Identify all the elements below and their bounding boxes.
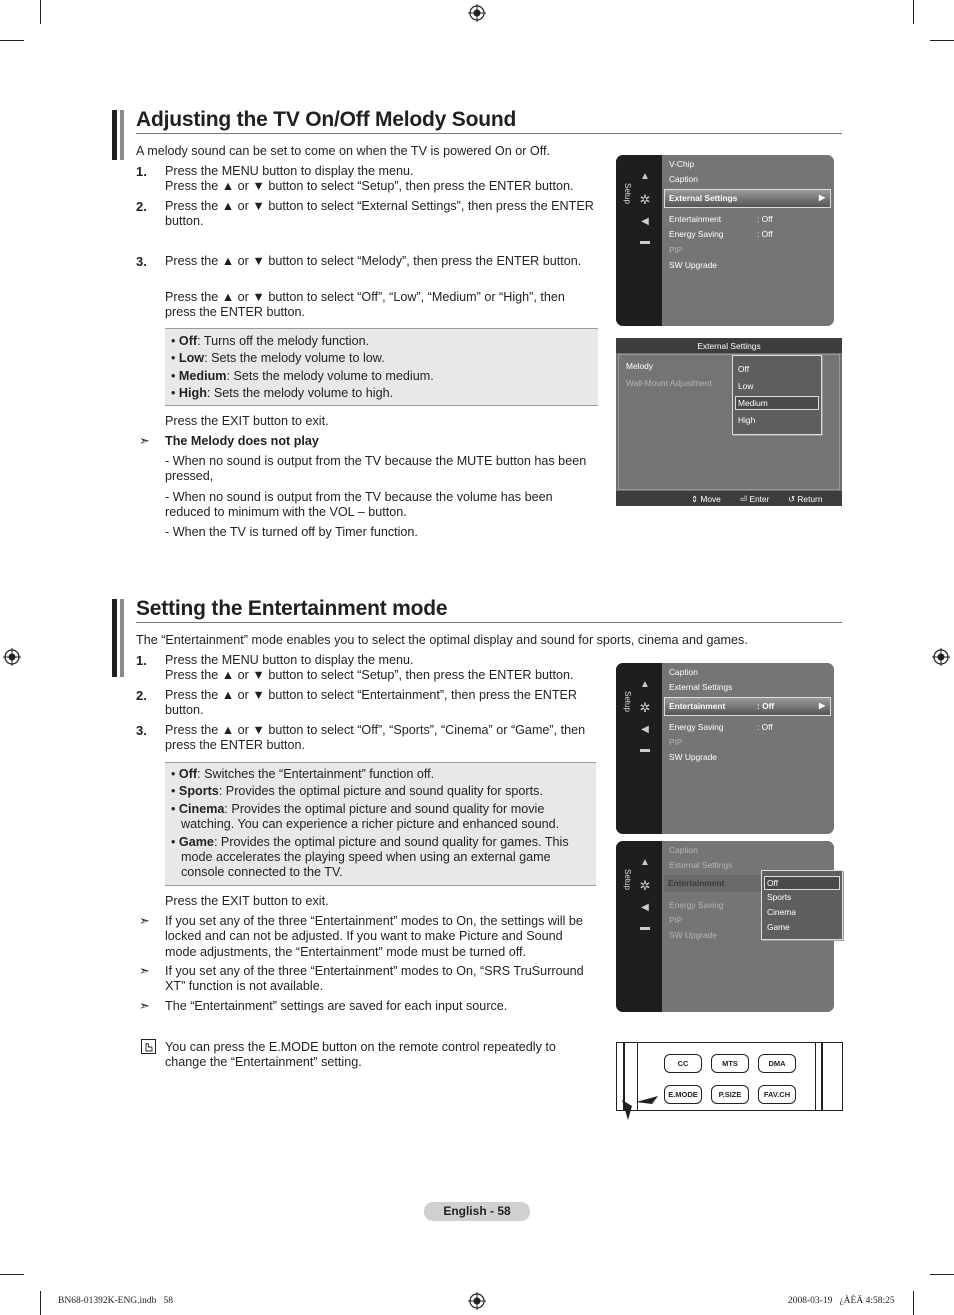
menu-panel bbox=[662, 663, 834, 834]
print-date: 2008-03-19 ¿ÀÈÄ 4:58:25 bbox=[788, 1296, 895, 1306]
menu-item: PIP bbox=[669, 915, 683, 925]
enter-hint bbox=[740, 494, 769, 504]
enter-icon: ⏎ bbox=[740, 494, 748, 504]
list-item: • Medium: Sets the melody volume to medium. bbox=[171, 368, 434, 383]
screen-footer bbox=[616, 491, 842, 506]
option-item-selected bbox=[735, 396, 819, 410]
application-icon: ▬ bbox=[640, 922, 650, 933]
menu-item-label: Entertainment bbox=[669, 701, 726, 711]
input-icon: ◀ bbox=[641, 902, 649, 913]
page-number-badge: English - 58 bbox=[424, 1202, 530, 1221]
registration-mark-icon bbox=[932, 648, 950, 666]
input-icon: ◀ bbox=[641, 724, 649, 735]
crop-mark bbox=[0, 40, 24, 41]
option-item: Sports bbox=[767, 892, 792, 902]
list-item: • Sports: Provides the optimal picture and sound quality for sports. bbox=[171, 784, 543, 799]
note-text: - When no sound is output from the TV because the MUTE button has been pressed, bbox=[165, 454, 587, 484]
sidebar-label: Setup bbox=[623, 691, 632, 712]
menu-sidebar bbox=[616, 663, 662, 834]
note-text: - When no sound is output from the TV because the volume has been reduced to minimum with the VOL – button. bbox=[165, 490, 553, 520]
crop-mark bbox=[40, 0, 41, 24]
menu-item: Caption bbox=[669, 667, 698, 677]
dma-button: DMA bbox=[758, 1054, 796, 1073]
list-item: • Game: Provides the optimal picture and sound quality for games. This mode accelerates the playing speed when using an external game console connected to the TV. bbox=[171, 834, 569, 880]
title-rule bbox=[136, 622, 842, 623]
option-item: Low bbox=[738, 381, 754, 391]
picture-icon: ▲ bbox=[640, 171, 650, 182]
step-number: 2. bbox=[136, 199, 147, 214]
menu-item: PIP bbox=[669, 245, 683, 255]
input-icon: ◀ bbox=[641, 216, 649, 227]
step-text: Press the ▲ or ▼ button to select “Entertainment”, then press the ENTER button. bbox=[165, 688, 578, 718]
menu-item: Wall-Mount Adjustment bbox=[626, 378, 712, 388]
exit-text: Press the EXIT button to exit. bbox=[165, 414, 329, 428]
registration-mark-icon bbox=[3, 648, 21, 666]
melody-options-popup bbox=[732, 355, 822, 435]
menu-sidebar bbox=[616, 155, 662, 326]
list-item: • High: Sets the melody volume to high. bbox=[171, 386, 394, 401]
menu-item: Energy Saving bbox=[669, 722, 724, 732]
sidebar-label: Setup bbox=[623, 183, 632, 204]
intro-text: A melody sound can be set to come on when the TV is powered On or Off. bbox=[136, 144, 550, 158]
menu-item-selected bbox=[664, 697, 831, 716]
menu-item: Melody bbox=[626, 361, 653, 371]
arrow-right-icon: ▶ bbox=[819, 193, 826, 202]
external-settings-screen bbox=[616, 338, 842, 506]
application-icon: ▬ bbox=[640, 236, 650, 247]
option-item: Cinema bbox=[767, 907, 796, 917]
application-icon: ▬ bbox=[640, 744, 650, 755]
option-label: Off bbox=[767, 878, 779, 888]
step-number: 3. bbox=[136, 254, 147, 269]
option-item-selected bbox=[764, 876, 840, 890]
entertainment-options-popup bbox=[761, 870, 843, 940]
menu-item: V-Chip bbox=[669, 159, 695, 169]
crop-mark bbox=[930, 40, 954, 41]
crop-mark bbox=[40, 1291, 41, 1315]
menu-item: Energy Saving bbox=[669, 900, 724, 910]
setup-gear-icon: ✲ bbox=[639, 878, 651, 893]
option-label: Medium bbox=[738, 398, 768, 408]
crop-mark bbox=[913, 0, 914, 24]
registration-mark-icon bbox=[468, 4, 486, 22]
option-item: Off bbox=[738, 364, 750, 374]
step-text bbox=[165, 653, 605, 684]
menu-item: Energy Saving bbox=[669, 229, 724, 239]
step-number: 1. bbox=[136, 164, 147, 179]
menu-value: : Off bbox=[757, 701, 775, 711]
step-text: Press the ▲ or ▼ button to select “External Settings”, then press the ENTER button. bbox=[165, 199, 594, 229]
note-arrow-icon: ➣ bbox=[139, 963, 150, 978]
return-label: Return bbox=[797, 494, 823, 504]
note-arrow-icon: ➣ bbox=[139, 998, 150, 1013]
tip-text: You can press the E.MODE button on the remote control repeatedly to change the “Entertainment” setting. bbox=[165, 1040, 556, 1070]
screen-title: External Settings bbox=[697, 341, 761, 351]
step-text bbox=[165, 164, 605, 195]
note-arrow-icon: ➣ bbox=[139, 433, 150, 448]
list-item: • Cinema: Provides the optimal picture and sound quality for movie watching. You can experience a richer picture and enhanced sound. bbox=[171, 801, 560, 832]
menu-value: : Off bbox=[757, 722, 773, 732]
remote-edge bbox=[815, 1043, 816, 1110]
setup-menu-screen bbox=[616, 155, 834, 326]
menu-item-label: Entertainment bbox=[668, 878, 725, 888]
menu-item: PIP bbox=[669, 737, 683, 747]
option-item: Game bbox=[767, 922, 790, 932]
menu-value: : Off bbox=[757, 214, 773, 224]
psize-button: P.SIZE bbox=[711, 1085, 749, 1104]
registration-mark-icon bbox=[468, 1292, 486, 1310]
menu-item: Caption bbox=[669, 845, 698, 855]
file-name: BN68-01392K-ENG.indb 58 bbox=[58, 1296, 174, 1306]
section-marker bbox=[112, 110, 117, 160]
pointer-arrow-icon bbox=[618, 1094, 664, 1122]
picture-icon: ▲ bbox=[640, 679, 650, 690]
menu-item-selected bbox=[664, 875, 764, 892]
list-item: • Off: Switches the “Entertainment” function off. bbox=[171, 767, 435, 781]
setup-gear-icon: ✲ bbox=[639, 192, 651, 207]
intro-text: The “Entertainment” mode enables you to select the optimal display and sound for sports, cinema and games. bbox=[136, 633, 748, 647]
menu-item: Caption bbox=[669, 174, 698, 184]
menu-item: External Settings bbox=[669, 860, 733, 870]
screen-header bbox=[616, 338, 842, 353]
note-text: If you set any of the three “Entertainment” modes to On, “SRS TruSurround XT” function is not available. bbox=[165, 964, 584, 994]
menu-item: SW Upgrade bbox=[669, 930, 717, 940]
exit-text: Press the EXIT button to exit. bbox=[165, 894, 329, 908]
options-list bbox=[171, 334, 591, 402]
remote-edge bbox=[821, 1043, 823, 1110]
note-arrow-icon: ➣ bbox=[139, 913, 150, 928]
menu-value: : Off bbox=[757, 229, 773, 239]
mts-button: MTS bbox=[711, 1054, 749, 1073]
move-label: Move bbox=[700, 494, 721, 504]
menu-item: Entertainment bbox=[669, 214, 722, 224]
section-title: Adjusting the TV On/Off Melody Sound bbox=[136, 108, 517, 131]
section-marker bbox=[120, 110, 124, 160]
step-text: Press the ▲ or ▼ button to select “Off”, “Sports”, “Cinema” or “Game”, then press the ENTER button. bbox=[165, 723, 586, 753]
step-text: Press the ▲ or ▼ button to select “Off”, “Low”, “Medium” or “High”, then press the ENTER button. bbox=[165, 290, 565, 320]
favch-button: FAV.CH bbox=[758, 1085, 796, 1104]
list-item: • Low: Sets the melody volume to low. bbox=[171, 351, 385, 366]
section-title: Setting the Entertainment mode bbox=[136, 597, 448, 620]
step-number: 3. bbox=[136, 723, 147, 738]
menu-item-selected bbox=[664, 189, 831, 208]
note-title: The Melody does not play bbox=[165, 434, 319, 448]
entertainment-menu-screen bbox=[616, 663, 834, 834]
menu-sidebar bbox=[616, 841, 662, 1012]
move-hint bbox=[691, 494, 721, 504]
title-rule bbox=[136, 133, 842, 134]
step-line: Press the MENU button to display the menu. bbox=[165, 164, 414, 178]
updown-icon: ⇕ bbox=[691, 494, 699, 504]
remote-tip-icon bbox=[141, 1039, 156, 1054]
setup-gear-icon: ✲ bbox=[639, 700, 651, 715]
section-marker bbox=[120, 599, 124, 677]
step-number: 2. bbox=[136, 688, 147, 703]
crop-mark bbox=[930, 1274, 954, 1275]
note-text: If you set any of the three “Entertainment” modes to On, the settings will be locked and can not be adjusted. If you want to make Picture and Sound mode adjustments, the “Entertainment” mode must be turned off. bbox=[165, 914, 583, 959]
sidebar-label: Setup bbox=[623, 869, 632, 890]
return-icon: ↺ bbox=[788, 494, 796, 504]
menu-item: SW Upgrade bbox=[669, 752, 717, 762]
step-line: Press the ▲ or ▼ button to select “Setup”, then press the ENTER button. bbox=[165, 668, 574, 683]
step-number: 1. bbox=[136, 653, 147, 668]
menu-item: SW Upgrade bbox=[669, 260, 717, 270]
note-text: The “Entertainment” settings are saved for each input source. bbox=[165, 999, 508, 1013]
enter-label: Enter bbox=[749, 494, 770, 504]
return-hint bbox=[788, 494, 823, 504]
step-line: Press the MENU button to display the menu. bbox=[165, 653, 414, 667]
options-list bbox=[171, 767, 581, 881]
crop-mark bbox=[913, 1291, 914, 1315]
picture-icon: ▲ bbox=[640, 857, 650, 868]
menu-item: External Settings bbox=[669, 682, 733, 692]
list-item: • Off: Turns off the melody function. bbox=[171, 334, 370, 348]
menu-panel bbox=[662, 155, 834, 326]
note-text: - When the TV is turned off by Timer function. bbox=[165, 525, 418, 539]
step-text: Press the ▲ or ▼ button to select “Melody”, then press the ENTER button. bbox=[165, 254, 582, 268]
arrow-right-icon: ▶ bbox=[819, 701, 826, 710]
cc-button: CC bbox=[664, 1054, 702, 1073]
menu-item-label: External Settings bbox=[669, 193, 738, 203]
emode-button: E.MODE bbox=[664, 1085, 702, 1104]
section-marker bbox=[112, 599, 117, 677]
option-item: High bbox=[738, 415, 756, 425]
step-line: Press the ▲ or ▼ button to select “Setup”, then press the ENTER button. bbox=[165, 179, 574, 194]
crop-mark bbox=[0, 1274, 24, 1275]
